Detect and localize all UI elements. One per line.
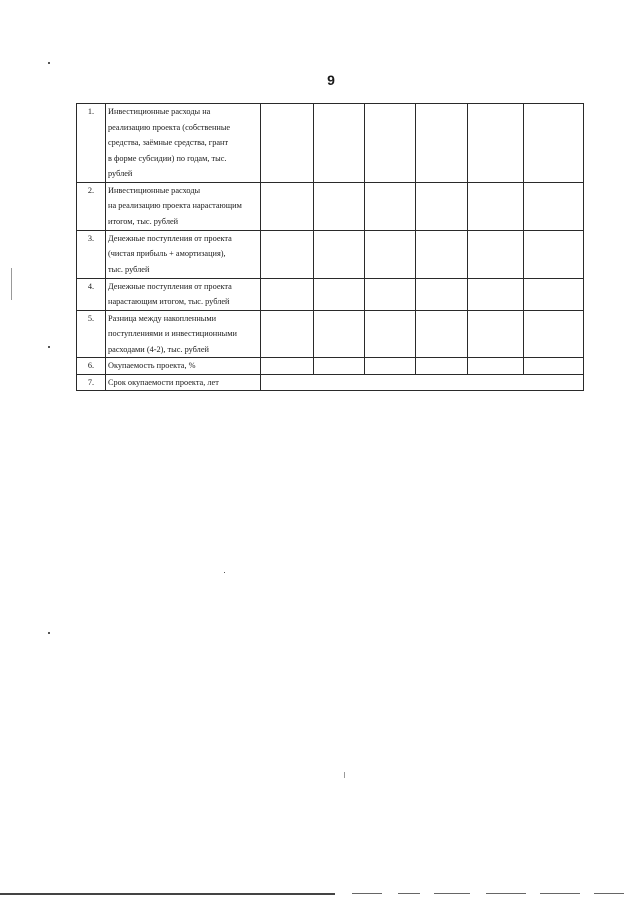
scan-edge-dash bbox=[352, 893, 382, 894]
row-label: Окупаемость проекта, % bbox=[106, 358, 261, 375]
table-cell[interactable] bbox=[468, 278, 524, 310]
table-cell[interactable] bbox=[314, 358, 365, 375]
table-cell[interactable] bbox=[524, 278, 584, 310]
table-row bbox=[77, 230, 584, 278]
scan-artifact bbox=[224, 572, 225, 573]
row-number: 5. bbox=[77, 310, 106, 358]
table-cell[interactable] bbox=[524, 358, 584, 375]
table-cell[interactable] bbox=[524, 310, 584, 358]
table-cell[interactable] bbox=[468, 104, 524, 183]
table-row bbox=[77, 278, 584, 310]
payback-table bbox=[76, 103, 584, 391]
scan-edge-dash bbox=[540, 893, 580, 894]
table-cell[interactable] bbox=[468, 310, 524, 358]
table-cell[interactable] bbox=[365, 230, 416, 278]
scan-artifact bbox=[48, 62, 50, 64]
table-cell[interactable] bbox=[314, 230, 365, 278]
table-cell[interactable] bbox=[524, 104, 584, 183]
table-cell[interactable] bbox=[365, 310, 416, 358]
table-cell[interactable] bbox=[416, 310, 468, 358]
scan-artifact bbox=[48, 346, 50, 348]
table-cell[interactable] bbox=[261, 358, 314, 375]
scan-edge-dash bbox=[594, 893, 624, 894]
table-cell[interactable] bbox=[468, 230, 524, 278]
table-cell[interactable] bbox=[365, 278, 416, 310]
table-cell[interactable] bbox=[314, 182, 365, 230]
table-cell[interactable] bbox=[314, 104, 365, 183]
row-label: Разница между накопленными поступлениями и инвестиционными расходами (4-2), тыс. рублей bbox=[106, 310, 261, 358]
table-row bbox=[77, 374, 584, 391]
page-number: 9 bbox=[327, 72, 335, 88]
table-row bbox=[77, 310, 584, 358]
table-cell[interactable] bbox=[416, 278, 468, 310]
table-cell[interactable] bbox=[468, 358, 524, 375]
table-cell[interactable] bbox=[416, 358, 468, 375]
table-cell[interactable] bbox=[261, 182, 314, 230]
table-cell[interactable] bbox=[468, 182, 524, 230]
row-label: Срок окупаемости проекта, лет bbox=[106, 374, 261, 391]
table-cell[interactable] bbox=[524, 230, 584, 278]
row-label: Денежные поступления от проекта (чистая прибыль + амортизация), тыс. рублей bbox=[106, 230, 261, 278]
table-cell[interactable] bbox=[261, 104, 314, 183]
table-cell[interactable] bbox=[314, 278, 365, 310]
row-number: 6. bbox=[77, 358, 106, 375]
table-cell[interactable] bbox=[261, 278, 314, 310]
table-cell[interactable] bbox=[416, 182, 468, 230]
table-row bbox=[77, 104, 584, 183]
scan-edge-dash bbox=[398, 893, 420, 894]
table-cell[interactable] bbox=[365, 182, 416, 230]
scan-edge-line bbox=[0, 893, 335, 895]
row-number: 1. bbox=[77, 104, 106, 183]
row-number: 4. bbox=[77, 278, 106, 310]
scan-edge-dash bbox=[434, 893, 470, 894]
scan-artifact bbox=[344, 772, 345, 778]
row-number: 2. bbox=[77, 182, 106, 230]
scan-artifact bbox=[48, 632, 50, 634]
table-cell[interactable] bbox=[261, 230, 314, 278]
table-cell[interactable] bbox=[261, 310, 314, 358]
row-number: 3. bbox=[77, 230, 106, 278]
table-cell[interactable] bbox=[416, 230, 468, 278]
row-number: 7. bbox=[77, 374, 106, 391]
scan-artifact bbox=[11, 268, 12, 300]
table-cell[interactable] bbox=[365, 104, 416, 183]
table-row bbox=[77, 182, 584, 230]
table-cell[interactable] bbox=[365, 358, 416, 375]
scan-edge-dash bbox=[486, 893, 526, 894]
table-row bbox=[77, 358, 584, 375]
table-cell[interactable] bbox=[524, 182, 584, 230]
row-label: Инвестиционные расходы на реализацию проекта нарастающим итогом, тыс. рублей bbox=[106, 182, 261, 230]
row-label: Инвестиционные расходы на реализацию проекта (собственные средства, заёмные средства, грант в форме субсидии) по годам, тыс. рублей bbox=[106, 104, 261, 183]
row-label: Денежные поступления от проекта нарастающим итогом, тыс. рублей bbox=[106, 278, 261, 310]
table-cell[interactable] bbox=[314, 310, 365, 358]
merged-cell[interactable] bbox=[261, 374, 584, 391]
table-cell[interactable] bbox=[416, 104, 468, 183]
